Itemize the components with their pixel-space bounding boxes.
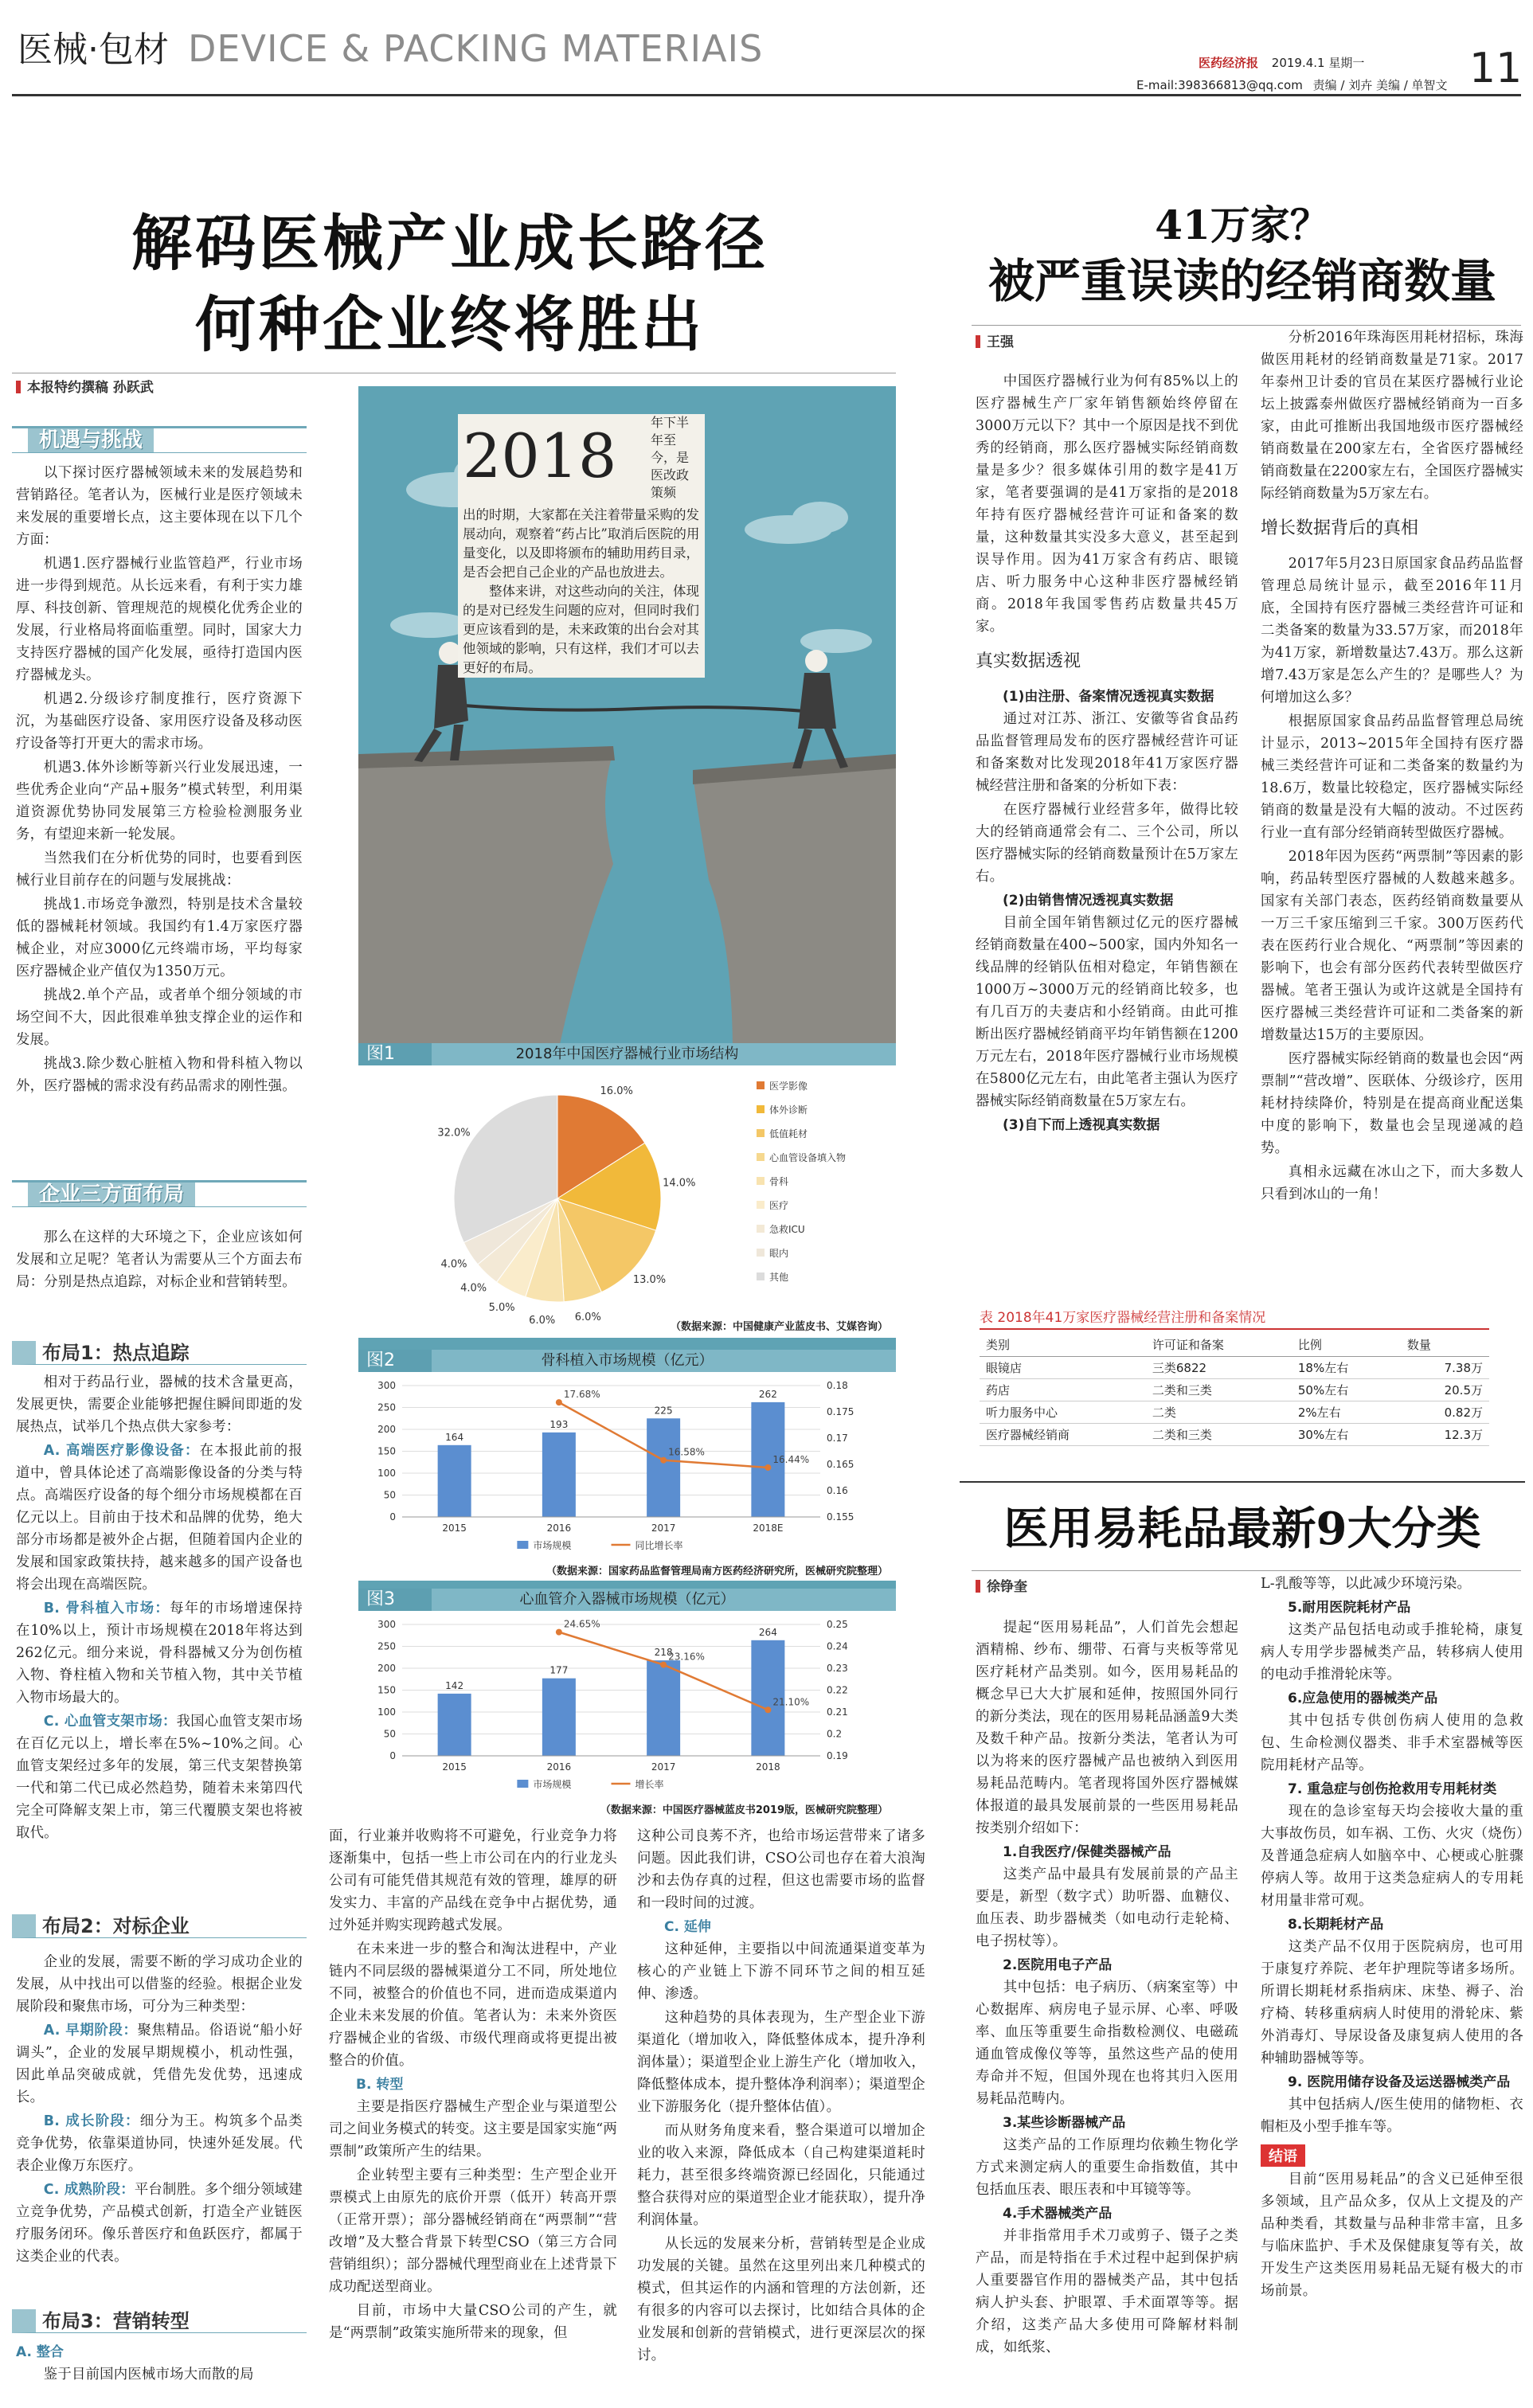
y2-tick-label: 0.17 [827, 1433, 848, 1444]
list-item-label: A. 高端医疗影像设备： [43, 1443, 200, 1459]
table-row [980, 1401, 1489, 1424]
legend-swatch [757, 1105, 765, 1113]
figure-tag: 图2 [358, 1350, 432, 1372]
editors: 责编 / 刘卉 美编 / 单智文 [1312, 78, 1448, 92]
paragraph: 这类产品包括电动或手推轮椅，康复病人专用学步器械类产品，转移病人使用的电动手推滑轮床等。 [1261, 1622, 1523, 1683]
page-number: 11 [1469, 45, 1523, 92]
right-businessman [792, 650, 848, 768]
legend-label: 心血管设备填入物 [769, 1152, 847, 1163]
pie-chart [358, 1067, 896, 1338]
rate-label: 24.65% [563, 1618, 600, 1630]
y-tick-label: 0 [389, 1750, 396, 1761]
paper-name: 医药经济报 [1199, 56, 1259, 70]
list-item [16, 1710, 303, 1844]
chart-title: 心血管介入器械市场规模（亿元） [519, 1591, 735, 1608]
paragraph: 现在的急诊室每天均会接收大量的重大事故伤员，如车祸、工伤、火灾（烧伤）及普通急症病人如脑卒中、心梗或心脏骤停病人等。故用于这类急症病人的专用耗材用量非常可观。 [1261, 1804, 1523, 1909]
rate-label: 16.58% [668, 1446, 705, 1458]
mid-col-2 [329, 1825, 617, 2406]
paragraph: 医疗器械实际经销商的数量也会因“两票制”“营改增”、医联体、分级诊疗，医用耗材持续降价，特别是在提高商业配送集中度的影响下，数量也会呈现递减的趋势。 [1261, 1051, 1523, 1156]
chart-orthopedic [358, 1350, 896, 1581]
chart-title: 2018年中国医疗器械行业市场结构 [515, 1046, 739, 1062]
rate-point [556, 1399, 562, 1405]
legend-label: 医疗 [769, 1200, 789, 1211]
right-top-rule [972, 325, 1521, 326]
y-tick-label: 100 [377, 1706, 396, 1718]
table-cell: 二类和三类 [1146, 1379, 1292, 1401]
figure-tag: 图3 [358, 1589, 432, 1611]
table-cell: 20.5万 [1401, 1379, 1489, 1401]
bar-chart-orthopedic [358, 1374, 896, 1561]
paragraph: L-乳酸等等，以此减少环境污染。 [1261, 1576, 1472, 1592]
list-item [16, 1440, 303, 1596]
conclusion-tag: 结语 [1261, 2144, 1305, 2167]
y-tick-label: 50 [383, 1728, 396, 1740]
y2-tick-label: 0.155 [827, 1511, 854, 1523]
legend-swatch [757, 1153, 765, 1161]
table-cell: 30%左右 [1292, 1424, 1401, 1446]
chart-source: （数据来源：中国医疗器械蓝皮书2019版，医械研究院整理） [600, 1804, 888, 1816]
paragraph: 真相永远藏在冰山之下，而大多数人只看到冰山的一角！ [1261, 1164, 1523, 1202]
y2-tick-label: 0.22 [827, 1684, 848, 1696]
y2-tick-label: 0.21 [827, 1706, 848, 1718]
legend-label: 眼内 [769, 1248, 789, 1259]
chart-source: （数据来源：国家药品监督管理局南方医药经济研究所，医械研究院整理） [546, 1566, 888, 1577]
paragraph: 而从财务角度来看，整合渠道可以增加企业的收入来源，降低成本（自己构建渠道耗时耗力，甚至很多终端资源已经固化，只能通过整合获得对应的渠道型企业才能获取），提升净利润体量。 [637, 2123, 925, 2228]
paragraph: 其中包括专供创伤病人使用的急救包、生命检测仪器类、非手术室器械等医院用耗材产品等。 [1261, 1713, 1523, 1773]
y-tick-label: 100 [377, 1468, 396, 1479]
paragraph: 企业的发展，需要不断的学习成功企业的发展，从中找出可以借鉴的经验。根据企业发展阶段和聚焦市场，可分为三种类型： [16, 1954, 303, 2015]
paragraph: 挑战2.单个产品，或者单个细分领域的市场空间不大，因此很难单独支撑企业的运作和发展。 [16, 987, 303, 1048]
list-item-text: 每年的市场增速保持在10%以上，预计市场规模在2018年将达到262亿元。细分来说，骨科器械又分为创伤植入物、脊柱植入物和关节植入物，其中关节植入物市场最大的。 [16, 1601, 303, 1706]
column-heading: (3)自下而上透视真实数据 [1003, 1117, 1160, 1133]
list-item-label: C. 心血管支架市场： [43, 1714, 177, 1730]
rate-point [556, 1629, 562, 1636]
x-tick-label: 2015 [442, 1523, 467, 1534]
infographic-lead-vertical: 年下半年至今，是医改政策频 [651, 415, 690, 500]
right-top-title [960, 199, 1525, 311]
subhead-label: 布局2：对标企业 [42, 1915, 190, 1937]
issue-weekday: 星期一 [1328, 56, 1365, 70]
column-heading: B. 转型 [356, 2077, 404, 2093]
pie-slice-label: 5.0% [488, 1302, 515, 1315]
paragraph: 目前，市场中大量CSO公司的产生，就是“两票制”政策实施所带来的现象，但 [329, 2303, 617, 2341]
column-heading: 6.应急使用的器械类产品 [1288, 1691, 1438, 1706]
subhead-label: 布局3：营销转型 [42, 2310, 190, 2332]
y2-tick-label: 0.175 [827, 1406, 854, 1417]
section-title [18, 21, 763, 72]
left-cliff [358, 752, 613, 1055]
bar-value-label: 177 [549, 1664, 569, 1676]
rate-point [765, 1706, 771, 1713]
title-line-2: 何种企业终将胜出 [195, 289, 705, 360]
masthead-info [1199, 54, 1364, 71]
legend-swatch [757, 1081, 765, 1089]
subhead-marketing [12, 2309, 307, 2333]
y-tick-label: 150 [377, 1684, 396, 1696]
legend-swatch [757, 1201, 765, 1209]
bar [438, 1445, 471, 1517]
title-line-2: 被严重误读的经销商数量 [987, 254, 1496, 308]
column-heading: 真实数据透视 [976, 651, 1081, 671]
mid-col-3 [637, 1825, 925, 2406]
table-cell: 二类和三类 [1146, 1424, 1292, 1446]
list-item [16, 1597, 303, 1709]
table-row [980, 1424, 1489, 1446]
paragraph: 这类产品不仅用于医院病房，也可用于康复疗养院、老年护理院等诸多场所。所谓长期耗材系指病床、床垫、褥子、治疗椅、转移重病病人时使用的滑轮床、紫外消毒灯、导尿设备及康复病人使用的各种辅助器械等等。 [1261, 1939, 1523, 2066]
bar-value-label: 142 [445, 1679, 464, 1691]
right-bottom-col-b [1261, 1573, 1523, 2405]
legend-swatch [757, 1225, 765, 1233]
paragraph: 这类产品的工作原理均依赖生物化学方式来测定病人的重要生命指数值，其中包括血压表、眼压表和中耳镜等等。 [976, 2137, 1238, 2198]
y2-tick-label: 0.18 [827, 1380, 848, 1391]
table-cell: 二类 [1146, 1401, 1292, 1424]
paragraph: 相对于药品行业，器械的技术含量更高，发展更快，需要企业能够把握住瞬间即逝的发展热点，试举几个热点供大家参考： [16, 1374, 303, 1435]
distributor-table [980, 1306, 1489, 1446]
subhead-label: 布局1：热点追踪 [42, 1342, 190, 1364]
paragraph: 分析2016年珠海医用耗材招标，珠海做医用耗材的经销商数量是71家。2017年泰州卫计委的官员在某医疗器械行业论坛上披露泰州做医疗器械经销商为一百多家，由此可推断出我国地级市医疗器械经销商数量在200家左右，全省医疗器械经销商数量在2200家左右，全国医疗器械实际经销商数量为5万家左右。 [1261, 330, 1523, 502]
pie-slice-label: 32.0% [437, 1127, 471, 1140]
paragraph: 其中包括病人/医生使用的储物柜、衣帽柜及小型手推车等。 [1261, 2097, 1523, 2135]
paragraph: 这类产品中最具有发展前景的产品主要是，新型（数字式）助听器、血糖仪、血压表、助步器械类（如电动行走轮椅、电子拐杖等）。 [976, 1867, 1238, 1949]
table-row [980, 1357, 1489, 1379]
chart-title-bar [358, 1350, 896, 1372]
rope [454, 705, 804, 711]
column-heading: 4.手术器械类产品 [1003, 2206, 1113, 2222]
paragraph: 这种趋势的具体表现为，生产型企业下游渠道化（增加收入，降低整体成本，提升净利润体量）；渠道型企业上游生产化（增加收入，降低整体成本，提升整体净利润率）；渠道型企业下游服务化（提升整体估值）。 [637, 2010, 925, 2115]
pie-slice-label: 4.0% [460, 1282, 487, 1295]
legend-label: 增长率 [635, 1779, 664, 1790]
list-item-label: B. 骨科植入市场： [43, 1601, 170, 1616]
x-tick-label: 2017 [651, 1761, 676, 1773]
pie-slice-label: 16.0% [600, 1085, 633, 1098]
list-item-text: 聚焦精品。俗语说“船小好调头”，企业的发展早期规模小，机动性强，因此单品突破成就，凭借先发优势，迅速成长。 [16, 2023, 303, 2105]
right-bottom-title: 医用易耗品最新9大分类 [1003, 1503, 1481, 1555]
chart-title: 骨科植入市场规模（亿元） [541, 1352, 714, 1369]
list-item-text: 细分为王。构筑多个品类竞争优势，依靠渠道协同，快速外延发展。代表企业像万东医疗。 [16, 2113, 303, 2174]
list-item-text: 我国心血管支架市场在百亿元以上，增长率在5%~10%之间。心血管支架经过多年的发展，第三代支架替换第一代和第二代已成必然趋势，随着未来第四代完全可降解支架上市，第三代覆膜支架也将被取代。 [16, 1714, 303, 1841]
right-bottom-top-rule [960, 1481, 1525, 1483]
column-heading: 7. 重急症与创伤抢救用专用耗材类 [1288, 1781, 1497, 1797]
x-tick-label: 2015 [442, 1761, 467, 1773]
table-cell: 药店 [980, 1379, 1146, 1401]
x-tick-label: 2016 [546, 1523, 572, 1534]
y2-tick-label: 0.2 [827, 1728, 843, 1740]
pie-slice-label: 13.0% [632, 1273, 667, 1286]
y-tick-label: 200 [377, 1663, 396, 1674]
subhead-benchmark [12, 1914, 307, 1938]
table-cell: 三类6822 [1146, 1357, 1292, 1379]
left-byline [16, 376, 154, 396]
rate-point [660, 1662, 667, 1668]
list-item-label: C. 成熟阶段： [43, 2182, 135, 2198]
rate-label: 21.10% [772, 1696, 810, 1708]
paragraph: 目前“医用易耗品”的含义已延伸至很多领域，且产品众多，仅从上文提及的产品种类看，其数量与品种非常丰富，且多与临床监护、手术及保健康复等有关，故开发生产这类医用易耗品无疑有极大的市场前景。 [1261, 2172, 1523, 2299]
table-header-cell: 数量 [1401, 1333, 1489, 1357]
y-tick-label: 250 [377, 1401, 396, 1413]
list-item-label: A. 早期阶段： [43, 2023, 138, 2039]
legend-label: 医学影像 [769, 1081, 808, 1092]
editor-info [1136, 76, 1448, 93]
bar-value-label: 193 [549, 1418, 569, 1430]
chart-source: （数据来源：中国健康产业蓝皮书、艾媒咨询） [670, 1321, 888, 1333]
x-tick-label: 2018E [753, 1523, 784, 1534]
paragraph: 2017年5月23日原国家食品药品监督管理总局统计显示，截至2016年11月底，全国持有医疗器械三类经营许可证和二类备案的数量为33.57万家，而2018年为41万家，新增数量达7.43万。那么这新增7.43万家是怎么产生的？是哪些人？为何增加这么多？ [1261, 556, 1523, 706]
paragraph: 这种公司良莠不齐，也给市场运营带来了诸多问题。因此我们讲，CSO公司也存在着大浪淘沙和去伪存真的过程，但这也需要市场的监督和一段时间的过渡。 [637, 1828, 925, 1911]
y-tick-label: 300 [377, 1380, 396, 1391]
right-bottom-col-a [976, 1616, 1238, 2405]
left-col-1c [16, 1371, 303, 1889]
bar-value-label: 164 [445, 1431, 464, 1443]
bar [438, 1694, 471, 1756]
chart-title-bar [358, 1589, 896, 1611]
right-top-byline [976, 330, 1014, 350]
subhead-hotspot [12, 1341, 307, 1365]
pie-slice-label: 6.0% [574, 1312, 601, 1324]
section-head-opportunity [12, 426, 307, 453]
y-tick-label: 150 [377, 1445, 396, 1457]
list-item-label: B. 成长阶段： [43, 2113, 140, 2129]
section-head-layout [12, 1180, 307, 1207]
figure-tag: 图1 [358, 1043, 432, 1065]
left-col-1a [16, 462, 303, 1179]
paragraph: 机遇3.体外诊断等新兴行业发展迅速，一些优秀企业向“产品+服务”模式转型，利用渠道资源优势协同发展第三方检验检测服务业务，有望迎来新一轮发展。 [16, 760, 303, 842]
list-item [16, 2110, 303, 2177]
rate-point [765, 1464, 771, 1471]
table-header-cell: 许可证和备案 [1146, 1333, 1292, 1357]
right-cliff [693, 760, 896, 1055]
paragraph: 挑战3.除少数心脏植入物和骨科植入物以外，医疗器械的需求没有药品需求的刚性强。 [16, 1056, 303, 1094]
y-tick-label: 50 [383, 1489, 396, 1501]
legend-swatch [517, 1541, 528, 1549]
rate-label: 23.16% [668, 1651, 705, 1663]
bar [542, 1679, 576, 1756]
legend-swatch [757, 1177, 765, 1185]
paragraph: 提起“医用易耗品”，人们首先会想起酒精棉、纱布、绷带、石膏与夹板等常见医疗耗材产品类别。如今，医用易耗品的概念早已大大扩展和延伸，按照国外同行的新分类法，现在的医用易耗品涵盖9大类及数千种产品。按新分类法，笔者认为可以为将来的医疗器械产品也被纳入到医用易耗品范畴内。笔者现将国外医疗器械媒体报道的最具发展前景的一些医用易耗品按类别介绍如下： [976, 1620, 1238, 1836]
paragraph: 挑战1.市场竞争激烈，特别是技术含量较低的器械耗材领域。我国约有1.4万家医疗器械企业，对应3000亿元终端市场，平均每家医疗器械企业产值仅为1350万元。 [16, 897, 303, 979]
email: E-mail:398366813@qq.com [1136, 78, 1303, 92]
section-label: 医械·包材 [18, 29, 169, 70]
paragraph: 从长远的发展来分析，营销转型是企业成功发展的关键。虽然在这里列出来几种模式的模式，但其运作的内涵和管理的方法创新，还有很多的内容可以去探讨，比如结合具体的企业发展和创新的营销模式，进行更深层次的探讨。 [637, 2236, 925, 2363]
list-item-text: 在本报此前的报道中，曾具体论述了高端影像设备的分类与特点。高端医疗设备的每个细分市场规模都在百亿元以上。目前由于技术和品牌的优势，绝大部分市场都是被外企占据，但随着国内企业的发展和国家政策扶持，越来越多的国产设备也将会出现在高端医院。 [16, 1443, 303, 1593]
title-line-1: 41万家？ [1155, 201, 1330, 248]
infographic-lead: 出的时期，大家都在关注着带量采购的发展动向，观察着“药占比”取消后医院的用量变化，以及即将颁布的辅助用药目录，是否会把自己企业的产品也放进去。 [458, 506, 705, 582]
paragraph: 机遇2.分级诊疗制度推行，医疗资源下沉，为基础医疗设备、家用医疗设备及移动医疗设备等打开更大的需求市场。 [16, 691, 303, 752]
section-head-label: 企业三方面布局 [28, 1182, 195, 1206]
y2-tick-label: 0.25 [827, 1619, 848, 1630]
title-line-1: 解码医械产业成长路径 [131, 208, 768, 279]
paragraph: 通过对江苏、浙江、安徽等省食品药品监督管理局发布的医疗器械经营许可证和备案数对比发现2018年41万家医疗器械经营注册和备案的分析如下表： [976, 711, 1238, 794]
byline-text: 王强 [987, 334, 1014, 350]
pie-slice-label: 14.0% [663, 1177, 696, 1190]
paragraph: 主要是指医疗器械生产型企业与渠道型公司之间业务模式的转变。这主要是国家实施“两票制”政策所产生的结果。 [329, 2099, 617, 2160]
chart-title-bar [358, 1043, 896, 1065]
bar-value-label: 218 [654, 1647, 673, 1659]
table-cell: 0.82万 [1401, 1401, 1489, 1424]
pie-slice-label: 6.0% [529, 1314, 556, 1327]
paragraph: 面，行业兼并收购将不可避免，行业竞争力将逐渐集中，包括一些上市公司在内的行业龙头公司有可能凭借其规范有效的管理，雄厚的研发实力、丰富的产品线在竞争中占据优势，通过外延并购实现跨越式发展。 [329, 1828, 617, 1933]
list-item-text: 平台制胜。多个细分领域建立竞争优势，产品模式创新，打造全产业链医疗服务闭环。像乐普医疗和鱼跃医疗，都属于这类企业的代表。 [16, 2182, 303, 2265]
paragraph: 企业转型主要有三种类型：生产型企业开票模式上由原先的底价开票（低开）转高开票（正常开票）；部分器械经销商在“两票制”“营改增”及大整合背景下转型CSO（第三方合同营销组织）；部分器械代理型商业在上述背景下成功配送型商业。 [329, 2168, 617, 2295]
column-heading: 8.长期耗材产品 [1288, 1917, 1384, 1933]
table-header-row [980, 1333, 1489, 1357]
table-header-cell: 类别 [980, 1333, 1146, 1357]
legend-swatch [757, 1249, 765, 1257]
table-title: 表 2018年41万家医疗器械经营注册和备案情况 [980, 1306, 1489, 1330]
bar [647, 1418, 680, 1517]
byline-text: 本报特约撰稿 孙跃武 [27, 380, 154, 396]
legend-swatch [517, 1780, 528, 1788]
legend-label: 其他 [769, 1272, 789, 1283]
paragraph: 在医疗器械行业经营多年，做得比较大的经销商通常会有二、三个公司，所以医疗器械实际的经销商数量预计在5万家左右。 [976, 802, 1238, 885]
pie-slice-label: 4.0% [440, 1258, 467, 1271]
section-label-en: DEVICE & PACKING MATERIAIS [188, 27, 764, 70]
y2-tick-label: 0.24 [827, 1640, 848, 1652]
paragraph: 这种延伸，主要指以中间流通渠道变革为核心的产业链上下游不同环节之间的相互延伸、渗透。 [637, 1941, 925, 2002]
column-heading: 9. 医院用储存设备及运送器械类产品 [1288, 2074, 1511, 2090]
x-tick-label: 2016 [546, 1761, 572, 1773]
chart-market-structure [358, 1043, 896, 1338]
infographic-panel [358, 386, 896, 1820]
table-cell: 听力服务中心 [980, 1401, 1146, 1424]
table-cell: 眼镜店 [980, 1357, 1146, 1379]
rate-label: 17.68% [563, 1389, 600, 1401]
left-col-1b [16, 1226, 303, 1322]
legend-label: 体外诊断 [769, 1104, 808, 1116]
right-top-col-b [1261, 326, 1523, 1298]
column-heading: (2)由销售情况透视真实数据 [1003, 893, 1174, 909]
byline-text: 徐铮奎 [987, 1579, 1027, 1595]
legend-swatch [757, 1129, 765, 1137]
paragraph: 并非指常用手术刀或剪子、镊子之类产品，而是特指在手术过程中起到保护病人重要器官作用的器械类产品，其中包括病人护头套、护眼罩、手术面罩等等。据介绍，这类产品大多使用可降解材料制成，如纸浆、 [976, 2228, 1238, 2355]
list-item [16, 2019, 303, 2109]
paragraph: 其中包括：电子病历、（病案室等）中心数据库、病房电子显示屏、心率、呼吸率、血压等重要生命指数检测仪、电磁疏通血管成像仪等等，虽然这些产品的使用寿命并不短，但国外现在也将其归入医用易耗品范畴内。 [976, 1980, 1238, 2107]
rate-point [660, 1457, 667, 1464]
infographic-text-box [458, 414, 705, 678]
y-tick-label: 0 [389, 1511, 396, 1523]
y2-tick-label: 0.23 [827, 1663, 848, 1674]
paragraph: 鉴于目前国内医械市场大而散的局 [43, 2367, 254, 2383]
right-top-col-a [976, 370, 1238, 1294]
y2-tick-label: 0.19 [827, 1750, 848, 1761]
issue-date: 2019.4.1 [1271, 56, 1325, 70]
paragraph: 那么在这样的大环境之下，企业应该如何发展和立足呢？笔者认为需要从三个方面去布局：分别是热点追踪，对标企业和营销转型。 [16, 1229, 303, 1290]
bar-value-label: 225 [654, 1405, 673, 1417]
legend-label: 低值耗材 [769, 1128, 808, 1140]
column-heading: A. 整合 [16, 2344, 64, 2360]
bar-value-label: 264 [758, 1626, 777, 1638]
right-bottom-byline [976, 1575, 1027, 1595]
table-cell: 18%左右 [1292, 1357, 1401, 1379]
y-tick-label: 200 [377, 1424, 396, 1435]
section-head-label: 机遇与挑战 [28, 428, 154, 452]
table-cell: 12.3万 [1401, 1424, 1489, 1446]
table-cell: 医疗器械经销商 [980, 1424, 1146, 1446]
table [980, 1333, 1489, 1446]
y2-tick-label: 0.16 [827, 1485, 848, 1496]
infographic-year: 2018 [463, 420, 617, 491]
paragraph: 机遇1.医疗器械行业监管趋严，行业市场进一步得到规范。从长远来看，有利于实力雄厚、科技创新、管理规范的规模化优秀企业的发展，行业格局将面临重塑。同时，国家大力支持医疗器械的国产化发展，亟待打造国内医疗器械龙头。 [16, 556, 303, 683]
rate-label: 16.44% [772, 1453, 810, 1465]
bar [542, 1433, 576, 1517]
y-tick-label: 250 [377, 1640, 396, 1652]
table-header-cell: 比例 [1292, 1333, 1401, 1357]
chart-cardio [358, 1589, 896, 1820]
column-heading: 2.医院用电子产品 [1003, 1957, 1113, 1973]
column-heading: (1)由注册、备案情况透视真实数据 [1003, 689, 1214, 705]
table-cell: 2%左右 [1292, 1401, 1401, 1424]
column-heading: 3.某些诊断器械产品 [1003, 2115, 1126, 2131]
legend-swatch [757, 1272, 765, 1280]
y-tick-label: 300 [377, 1619, 396, 1630]
x-tick-label: 2017 [651, 1523, 676, 1534]
legend-label: 急救ICU [769, 1224, 805, 1235]
paragraph: 在未来进一步的整合和淘汰进程中，产业链内不同层级的器械渠道分工不同，所处地位不同，被整合的价值也不同，进而造成渠道内企业未来发展的价值。笔者认为：未来外资医疗器械企业的省级、市级代理商或将更提出被整合的价值。 [329, 1941, 617, 2069]
table-row [980, 1379, 1489, 1401]
left-article-title [0, 203, 900, 366]
paragraph: 中国医疗器械行业为何有85%以上的医疗器械生产厂家年销售额始终停留在3000万元以下？其中一个原因是找不到优秀的经销商，那么医疗器械实际经销商数量是多少？很多媒体引用的数字是41万家，笔者要强调的是41万家指的是2018年持有医疗器械经营许可证和备案的数量，这种数量其实没多大意义，甚至起到误导作用。因为41万家含有药店、眼镜店、听力服务中心这种非医疗器械经销商。2018年我国零售药店数量共45万家。 [976, 373, 1238, 635]
paragraph: 以下探讨医疗器械领域未来的发展趋势和营销路径。笔者认为，医械行业是医疗领域未来发展的重要增长点，这主要体现在以下几个方面： [16, 465, 303, 548]
table-cell: 50%左右 [1292, 1379, 1401, 1401]
right-bottom-rule [972, 1570, 1521, 1571]
legend-label: 市场规模 [533, 1779, 572, 1790]
bar-chart-cardio [358, 1612, 896, 1800]
left-col-1e [16, 2341, 303, 2405]
legend-label: 骨科 [769, 1176, 789, 1187]
table-cell: 7.38万 [1401, 1357, 1489, 1379]
infographic-lead-2: 整体来讲，对这些动向的关注，体现的是对已经发生问题的应对，但同时我们更应该看到的是，未来政策的出台会对其他领域的影响，只有这样，我们才可以去更好的布局。 [458, 582, 705, 678]
bar-value-label: 262 [758, 1388, 777, 1400]
paragraph: 目前全国年销售额过亿元的医疗器械经销商数量在400~500家，国内外知名一线品牌的经销队伍相对稳定，年销售额在1000万~3000万元的经销商比较多，也有几百万的夫妻店和小经销商。由此可推断出医疗器械经销商平均年销售额在1200万元左右，2018年医疗器械行业市场规模在5800亿元左右，由此笔者主强认为医疗器械实际经销商数量在5万家左右。 [976, 915, 1238, 1109]
left-col-1d [16, 1951, 303, 2301]
x-tick-label: 2018 [756, 1761, 780, 1773]
column-heading: 1.自我医疗/保健类器械产品 [1003, 1844, 1171, 1860]
y2-tick-label: 0.165 [827, 1459, 854, 1470]
column-heading: 5.耐用医院耗材产品 [1288, 1600, 1411, 1616]
paragraph: 当然我们在分析优势的同时，也要看到医械行业目前存在的问题与发展挑战： [16, 850, 303, 889]
column-heading: 增长数据背后的真相 [1261, 518, 1419, 538]
paragraph: 根据原国家食品药品监督管理总局统计显示，2013~2015年全国持有医疗器械三类经营许可证和二类备案的数量约为18.6万，数量比较稳定，医疗器械实际经销商的数量是没有大幅的波动。不过医药行业一直有部分经销商转型做医疗器械。 [1261, 713, 1523, 841]
paragraph: 2018年因为医药“两票制”等因素的影响，药品转型医疗器械的人数越来越多。国家有关部门表态，医药经销商数量要从一万三千家压缩到三千家。300万医药代表在医药行业合规化、“两票制”等因素的影响下，也会有部分医药代表转型做医疗器械。笔者王强认为或许这就是全国持有医疗器械三类经营许可证和二类备案的新增数量达15万的主要原因。 [1261, 849, 1523, 1043]
column-heading: C. 延伸 [664, 1919, 711, 1935]
list-item [16, 2179, 303, 2268]
legend-label: 市场规模 [533, 1540, 572, 1551]
legend-label: 同比增长率 [635, 1540, 683, 1551]
page-header [0, 0, 1533, 94]
bar [647, 1660, 680, 1756]
header-rule [12, 94, 1521, 96]
